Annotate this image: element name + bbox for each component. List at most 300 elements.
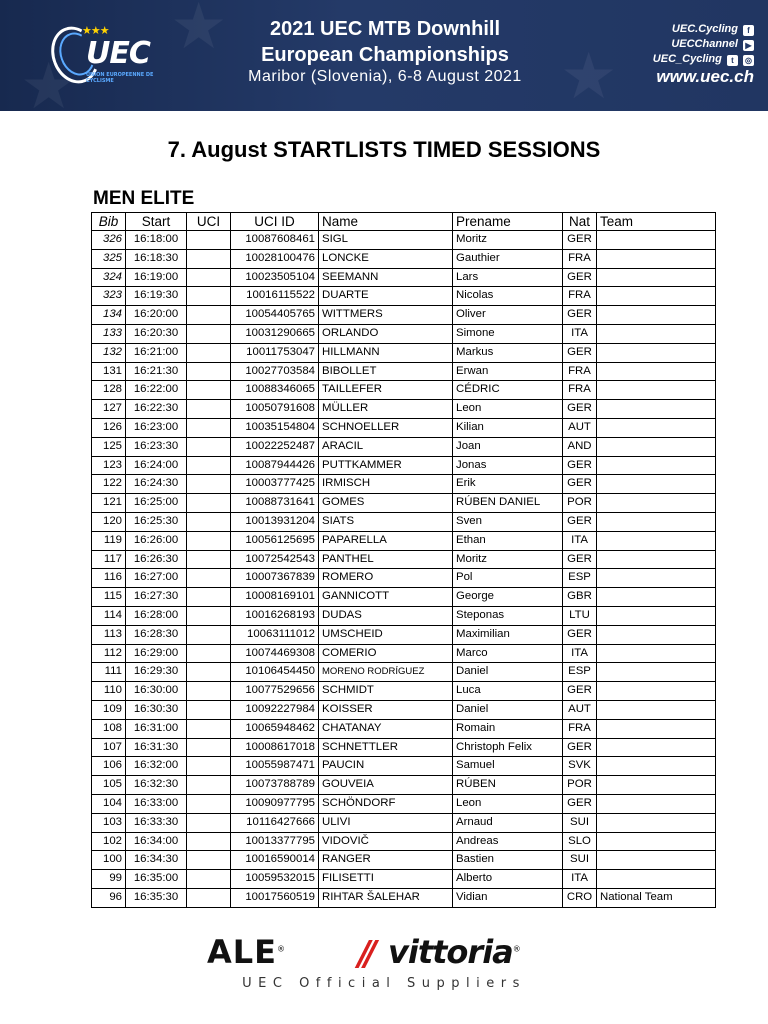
cell-uci-id: 10087608461 [231, 231, 319, 250]
cell-prename: Oliver [453, 306, 563, 325]
cell-nat: ESP [563, 663, 597, 682]
cell-prename: Markus [453, 343, 563, 362]
cell-nat: GER [563, 268, 597, 287]
cell-uci [187, 400, 231, 419]
cell-nat: ITA [563, 531, 597, 550]
cell-bib: 110 [92, 682, 126, 701]
cell-team [597, 644, 716, 663]
social-twitter[interactable] [624, 53, 754, 66]
table-row [92, 550, 716, 569]
col-header-uci-id: UCI ID [231, 213, 319, 231]
cell-team [597, 494, 716, 513]
cell-start: 16:22:00 [126, 381, 187, 400]
table-row [92, 888, 716, 907]
cell-uci [187, 550, 231, 569]
cell-name: ORLANDO [319, 324, 453, 343]
star-decoration-icon: ★ [20, 50, 78, 111]
cell-team [597, 475, 716, 494]
social-youtube[interactable] [624, 38, 754, 51]
cell-team [597, 682, 716, 701]
cell-bib: 106 [92, 757, 126, 776]
cell-bib: 104 [92, 794, 126, 813]
cell-start: 16:29:00 [126, 644, 187, 663]
cell-prename: Daniel [453, 663, 563, 682]
cell-name: PANTHEL [319, 550, 453, 569]
cell-uci-id: 10088346065 [231, 381, 319, 400]
cell-prename: Kilian [453, 418, 563, 437]
cell-prename: Alberto [453, 870, 563, 889]
cell-uci-id: 10031290665 [231, 324, 319, 343]
cell-start: 16:35:30 [126, 888, 187, 907]
cell-uci [187, 512, 231, 531]
cell-uci [187, 870, 231, 889]
cell-uci [187, 362, 231, 381]
cell-uci-id: 10059532015 [231, 870, 319, 889]
cell-nat: FRA [563, 362, 597, 381]
cell-team [597, 512, 716, 531]
cell-team [597, 606, 716, 625]
table-row [92, 231, 716, 250]
cell-uci [187, 644, 231, 663]
cell-team [597, 794, 716, 813]
cell-name: GOUVEIA [319, 776, 453, 795]
cell-name: COMERIO [319, 644, 453, 663]
cell-prename: Andreas [453, 832, 563, 851]
logo-subtitle: UNION EUROPEENNE DE CYCLISME [86, 72, 154, 84]
col-header-name: Name [319, 213, 453, 231]
cell-start: 16:31:30 [126, 738, 187, 757]
cell-team [597, 381, 716, 400]
cell-nat: ITA [563, 644, 597, 663]
table-row [92, 512, 716, 531]
cell-start: 16:30:30 [126, 700, 187, 719]
cell-uci-id: 10050791608 [231, 400, 319, 419]
cell-start: 16:24:30 [126, 475, 187, 494]
cell-team [597, 569, 716, 588]
table-row [92, 644, 716, 663]
table-row [92, 475, 716, 494]
cell-uci [187, 663, 231, 682]
cell-prename: Erwan [453, 362, 563, 381]
ale-logo [207, 933, 286, 971]
vittoria-logo [388, 933, 520, 971]
cell-bib: 125 [92, 437, 126, 456]
cell-uci-id: 10027703584 [231, 362, 319, 381]
table-row [92, 813, 716, 832]
cell-uci [187, 757, 231, 776]
cell-bib: 116 [92, 569, 126, 588]
cell-nat: GER [563, 738, 597, 757]
cell-start: 16:26:30 [126, 550, 187, 569]
cell-name: VIDOVIČ [319, 832, 453, 851]
cell-uci [187, 306, 231, 325]
cell-uci-id: 10072542543 [231, 550, 319, 569]
cell-prename: Steponas [453, 606, 563, 625]
table-row [92, 381, 716, 400]
cell-bib: 131 [92, 362, 126, 381]
cell-start: 16:34:30 [126, 851, 187, 870]
cell-uci-id: 10090977795 [231, 794, 319, 813]
sponsors-footer [0, 925, 768, 995]
cell-bib: 324 [92, 268, 126, 287]
cell-uci-id: 10055987471 [231, 757, 319, 776]
cell-uci-id: 10008169101 [231, 588, 319, 607]
cell-team [597, 287, 716, 306]
registered-mark: ® [277, 944, 287, 954]
cell-bib: 121 [92, 494, 126, 513]
vittoria-logo-text: vittoria [388, 933, 513, 971]
cell-team [597, 268, 716, 287]
cell-team [597, 550, 716, 569]
cell-prename: Marco [453, 644, 563, 663]
cell-start: 16:21:30 [126, 362, 187, 381]
cell-team [597, 719, 716, 738]
cell-team [597, 531, 716, 550]
table-row [92, 757, 716, 776]
cell-nat: SUI [563, 813, 597, 832]
table-row [92, 456, 716, 475]
table-row [92, 324, 716, 343]
twitter-icon: t [727, 55, 738, 66]
suppliers-tagline: UEC Official Suppliers [242, 976, 526, 991]
cell-name: FILISETTI [319, 870, 453, 889]
cell-team [597, 249, 716, 268]
website-link[interactable]: www.uec.ch [656, 67, 754, 86]
table-row [92, 418, 716, 437]
cell-uci [187, 475, 231, 494]
cell-uci [187, 851, 231, 870]
cell-nat: ITA [563, 324, 597, 343]
cell-name: MORENO RODRÍGUEZ [319, 663, 453, 682]
cell-nat: GER [563, 682, 597, 701]
col-header-uci: UCI [187, 213, 231, 231]
cell-bib: 122 [92, 475, 126, 494]
startlist-table [91, 212, 716, 908]
logo-stars-icon: ★★★ [82, 24, 109, 37]
cell-team [597, 231, 716, 250]
cell-prename: George [453, 588, 563, 607]
cell-start: 16:23:00 [126, 418, 187, 437]
cell-uci-id: 10077529656 [231, 682, 319, 701]
cell-bib: 112 [92, 644, 126, 663]
cell-name: UMSCHEID [319, 625, 453, 644]
cell-uci-id: 10056125695 [231, 531, 319, 550]
cell-uci [187, 738, 231, 757]
ale-logo-text: ALE [207, 933, 278, 971]
event-location-date: Maribor (Slovenia), 6-8 August 2021 [248, 68, 522, 85]
table-row [92, 531, 716, 550]
table-header-row [92, 213, 716, 231]
cell-team [597, 306, 716, 325]
social-facebook[interactable] [624, 23, 754, 36]
cell-bib: 132 [92, 343, 126, 362]
cell-nat: AUT [563, 418, 597, 437]
cell-prename: Erik [453, 475, 563, 494]
cell-bib: 127 [92, 400, 126, 419]
cell-prename: RÚBEN DANIEL [453, 494, 563, 513]
cell-uci-id: 10016590014 [231, 851, 319, 870]
cell-prename: Lars [453, 268, 563, 287]
cell-uci [187, 776, 231, 795]
cell-bib: 326 [92, 231, 126, 250]
cell-name: LONCKE [319, 249, 453, 268]
cell-prename: Christoph Felix [453, 738, 563, 757]
cell-nat: POR [563, 494, 597, 513]
cell-uci [187, 888, 231, 907]
table-row [92, 682, 716, 701]
cell-bib: 107 [92, 738, 126, 757]
cell-uci-id: 10035154804 [231, 418, 319, 437]
cell-bib: 123 [92, 456, 126, 475]
cell-uci [187, 588, 231, 607]
cell-uci [187, 682, 231, 701]
cell-uci [187, 249, 231, 268]
cell-uci-id: 10008617018 [231, 738, 319, 757]
cell-uci-id: 10065948462 [231, 719, 319, 738]
cell-nat: GER [563, 456, 597, 475]
cell-bib: 102 [92, 832, 126, 851]
social-twitter-label: UEC_Cycling [652, 53, 722, 65]
cell-uci-id: 10063111012 [231, 625, 319, 644]
cell-nat: LTU [563, 606, 597, 625]
table-row [92, 870, 716, 889]
cell-bib: 99 [92, 870, 126, 889]
cell-start: 16:32:30 [126, 776, 187, 795]
cell-name: CHATANAY [319, 719, 453, 738]
cell-start: 16:33:00 [126, 794, 187, 813]
cell-start: 16:18:00 [126, 231, 187, 250]
cell-prename: Moritz [453, 550, 563, 569]
cell-nat: GER [563, 306, 597, 325]
cell-uci [187, 832, 231, 851]
cell-uci [187, 381, 231, 400]
cell-uci-id: 10013377795 [231, 832, 319, 851]
table-row [92, 268, 716, 287]
cell-uci-id: 10016115522 [231, 287, 319, 306]
cell-bib: 120 [92, 512, 126, 531]
cell-name: PAPARELLA [319, 531, 453, 550]
cell-bib: 323 [92, 287, 126, 306]
cell-prename: Leon [453, 794, 563, 813]
cell-bib: 113 [92, 625, 126, 644]
cell-prename: Gauthier [453, 249, 563, 268]
cell-team [597, 776, 716, 795]
cell-team [597, 324, 716, 343]
cell-team [597, 738, 716, 757]
page-title: 7. August STARTLISTS TIMED SESSIONS [167, 137, 601, 162]
cell-start: 16:27:00 [126, 569, 187, 588]
cell-uci-id: 10023505104 [231, 268, 319, 287]
instagram-icon: ◎ [743, 55, 754, 66]
cell-name: RIHTAR ŠALEHAR [319, 888, 453, 907]
cell-name: MÜLLER [319, 400, 453, 419]
table-row [92, 588, 716, 607]
cell-bib: 109 [92, 700, 126, 719]
cell-uci-id: 10016268193 [231, 606, 319, 625]
table-row [92, 832, 716, 851]
cell-start: 16:29:30 [126, 663, 187, 682]
cell-prename: Arnaud [453, 813, 563, 832]
cell-nat: GER [563, 400, 597, 419]
facebook-icon: f [743, 25, 754, 36]
cell-nat: GER [563, 550, 597, 569]
event-title-line1: 2021 UEC MTB Downhill [269, 18, 501, 40]
cell-team [597, 588, 716, 607]
youtube-icon: ▶ [743, 40, 754, 51]
registered-mark: ® [512, 944, 520, 954]
cell-uci-id: 10106454450 [231, 663, 319, 682]
cell-uci [187, 343, 231, 362]
table-row [92, 343, 716, 362]
cell-prename: Sven [453, 512, 563, 531]
cell-nat: AUT [563, 700, 597, 719]
cell-uci [187, 231, 231, 250]
logo-text: UEC [86, 36, 150, 71]
cell-uci-id: 10087944426 [231, 456, 319, 475]
cell-start: 16:18:30 [126, 249, 187, 268]
cell-name: SEEMANN [319, 268, 453, 287]
cell-nat: AND [563, 437, 597, 456]
table-row [92, 362, 716, 381]
cell-name: SCHMIDT [319, 682, 453, 701]
social-facebook-label: UEC.Cycling [671, 23, 738, 35]
cell-nat: GER [563, 512, 597, 531]
cell-nat: GER [563, 794, 597, 813]
cell-prename: Jonas [453, 456, 563, 475]
cell-team [597, 343, 716, 362]
cell-uci [187, 324, 231, 343]
table-row [92, 287, 716, 306]
cell-name: SCHÖNDORF [319, 794, 453, 813]
cell-nat: GER [563, 475, 597, 494]
cell-name: ROMERO [319, 569, 453, 588]
cell-team [597, 625, 716, 644]
cell-name: SCHNOELLER [319, 418, 453, 437]
cell-uci [187, 494, 231, 513]
table-row [92, 606, 716, 625]
cell-start: 16:23:30 [126, 437, 187, 456]
cell-name: ULIVI [319, 813, 453, 832]
cell-start: 16:19:00 [126, 268, 187, 287]
cell-start: 16:28:30 [126, 625, 187, 644]
col-header-start: Start [126, 213, 187, 231]
cell-prename: Maximilian [453, 625, 563, 644]
cell-name: KOISSER [319, 700, 453, 719]
cell-uci [187, 569, 231, 588]
cell-name: SCHNETTLER [319, 738, 453, 757]
cell-uci [187, 625, 231, 644]
cell-start: 16:27:30 [126, 588, 187, 607]
cell-bib: 325 [92, 249, 126, 268]
vittoria-mark-icon: // [358, 934, 371, 974]
cell-prename: Luca [453, 682, 563, 701]
cell-nat: POR [563, 776, 597, 795]
cell-bib: 103 [92, 813, 126, 832]
cell-uci [187, 813, 231, 832]
cell-team [597, 437, 716, 456]
cell-bib: 119 [92, 531, 126, 550]
cell-nat: ESP [563, 569, 597, 588]
cell-name: WITTMERS [319, 306, 453, 325]
cell-uci-id: 10028100476 [231, 249, 319, 268]
cell-prename: Joan [453, 437, 563, 456]
table-row [92, 719, 716, 738]
cell-bib: 126 [92, 418, 126, 437]
cell-team [597, 700, 716, 719]
col-header-bib: Bib [92, 213, 126, 231]
cell-nat: FRA [563, 381, 597, 400]
cell-bib: 96 [92, 888, 126, 907]
cell-nat: SLO [563, 832, 597, 851]
table-row [92, 306, 716, 325]
cell-start: 16:31:00 [126, 719, 187, 738]
cell-team [597, 418, 716, 437]
cell-start: 16:24:00 [126, 456, 187, 475]
cell-prename: Ethan [453, 531, 563, 550]
cell-uci-id: 10003777425 [231, 475, 319, 494]
cell-bib: 105 [92, 776, 126, 795]
event-title-line2: European Championships [261, 44, 509, 66]
cell-name: DUARTE [319, 287, 453, 306]
cell-nat: CRO [563, 888, 597, 907]
cell-uci [187, 456, 231, 475]
cell-uci [187, 437, 231, 456]
cell-uci [187, 418, 231, 437]
cell-team [597, 456, 716, 475]
cell-name: ARACIL [319, 437, 453, 456]
cell-prename: RÚBEN [453, 776, 563, 795]
cell-name: DUDAS [319, 606, 453, 625]
cell-bib: 133 [92, 324, 126, 343]
cell-start: 16:30:00 [126, 682, 187, 701]
cell-name: SIATS [319, 512, 453, 531]
table-row [92, 738, 716, 757]
cell-uci-id: 10007367839 [231, 569, 319, 588]
cell-team [597, 663, 716, 682]
cell-uci-id: 10017560519 [231, 888, 319, 907]
col-header-prename: Prename [453, 213, 563, 231]
cell-nat: GBR [563, 588, 597, 607]
cell-bib: 128 [92, 381, 126, 400]
cell-bib: 114 [92, 606, 126, 625]
cell-bib: 115 [92, 588, 126, 607]
star-decoration-icon: ★ [560, 40, 618, 111]
header-banner [0, 0, 768, 111]
table-row [92, 700, 716, 719]
table-row [92, 625, 716, 644]
cell-name: HILLMANN [319, 343, 453, 362]
cell-team [597, 362, 716, 381]
cell-name: PUTTKAMMER [319, 456, 453, 475]
cell-bib: 111 [92, 663, 126, 682]
table-row [92, 249, 716, 268]
cell-name: PAUCIN [319, 757, 453, 776]
cell-prename: Vidian [453, 888, 563, 907]
cell-name: GOMES [319, 494, 453, 513]
cell-uci-id: 10074469308 [231, 644, 319, 663]
cell-prename: Leon [453, 400, 563, 419]
cell-start: 16:25:30 [126, 512, 187, 531]
category-heading: MEN ELITE [93, 188, 195, 209]
cell-uci [187, 700, 231, 719]
cell-uci [187, 531, 231, 550]
cell-start: 16:28:00 [126, 606, 187, 625]
cell-prename: CÉDRIC [453, 381, 563, 400]
cell-uci-id: 10116427666 [231, 813, 319, 832]
col-header-nat: Nat [563, 213, 597, 231]
cell-start: 16:22:30 [126, 400, 187, 419]
table-row [92, 851, 716, 870]
